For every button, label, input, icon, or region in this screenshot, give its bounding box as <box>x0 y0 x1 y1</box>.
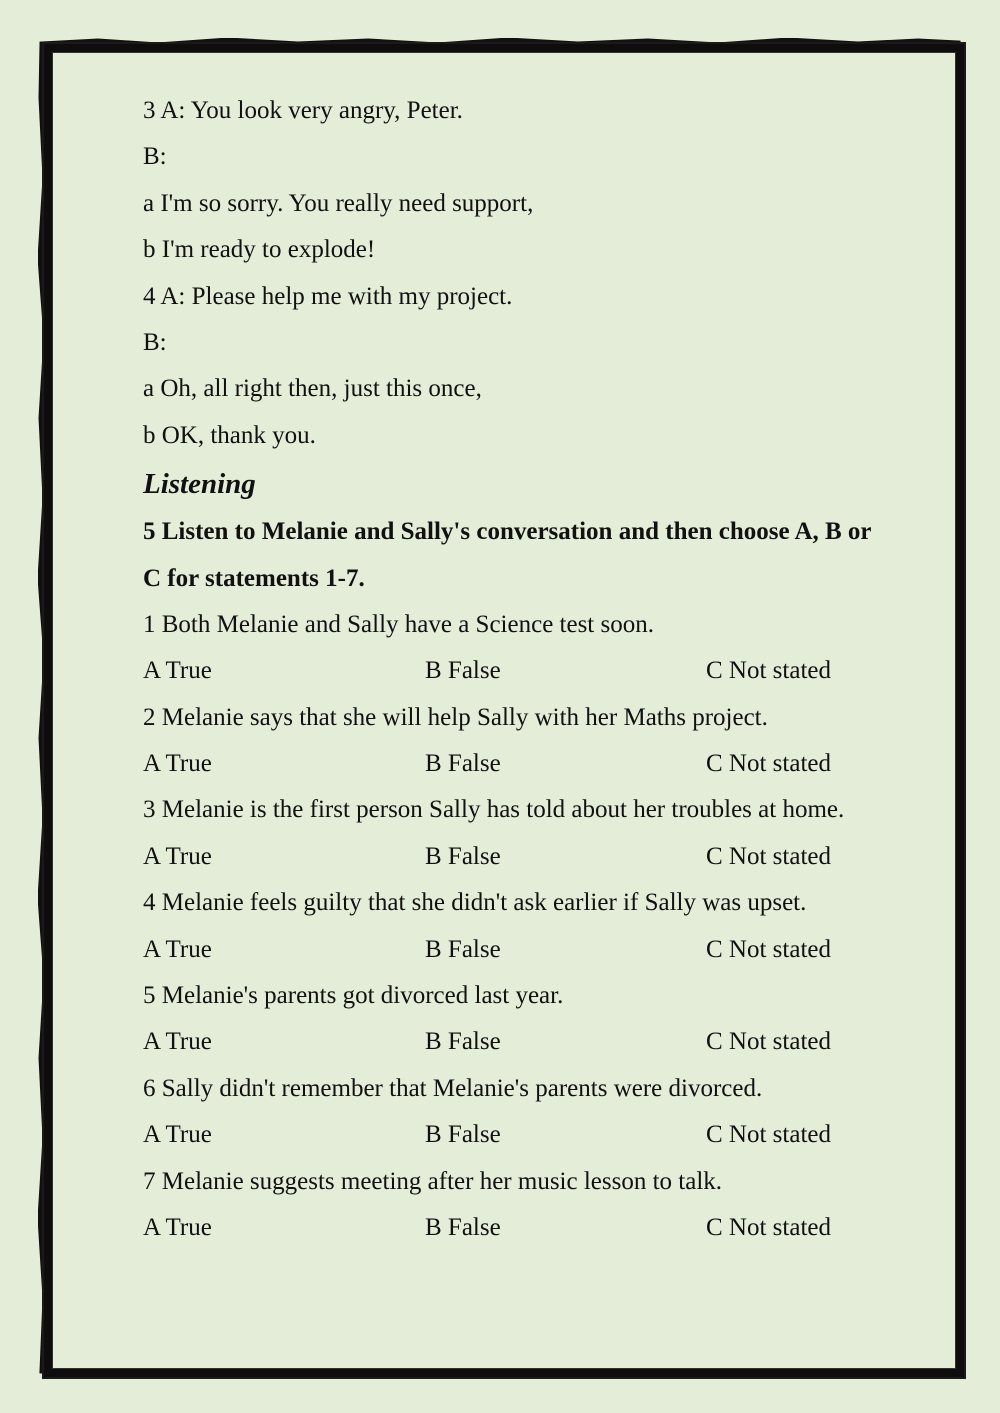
answer-options <box>143 1205 943 1251</box>
question-text: 5 Melanie's parents got divorced last year. <box>143 982 564 1010</box>
option-b[interactable]: B False <box>425 842 501 870</box>
question-text: 1 Both Melanie and Sally have a Science test soon. <box>143 610 654 638</box>
option-b[interactable]: B False <box>425 935 501 963</box>
answer-options <box>143 1112 943 1158</box>
dialogue-line: B: <box>143 143 167 171</box>
question-text: 4 Melanie feels guilty that she didn't ask earlier if Sally was upset. <box>143 889 807 917</box>
question-block <box>143 695 943 788</box>
question-text: 3 Melanie is the first person Sally has told about her troubles at home. <box>143 796 845 824</box>
answer-options <box>143 648 943 694</box>
option-b[interactable]: B False <box>425 1213 501 1241</box>
option-b[interactable]: B False <box>425 1028 501 1056</box>
dialogue-line: 4 A: Please help me with my project. <box>143 282 513 310</box>
question-text: 7 Melanie suggests meeting after her music lesson to talk. <box>143 1167 723 1195</box>
instruction-text: C for statements 1-7. <box>143 564 365 592</box>
question-text: 6 Sally didn't remember that Melanie's parents were divorced. <box>143 1074 763 1102</box>
question-block <box>143 1066 943 1159</box>
option-a[interactable]: A True <box>143 1028 212 1056</box>
option-c[interactable]: C Not stated <box>706 1213 831 1241</box>
question-block <box>143 602 943 695</box>
option-b[interactable]: B False <box>425 657 501 685</box>
option-a[interactable]: A True <box>143 657 212 685</box>
dialogue-line: b OK, thank you. <box>143 421 316 449</box>
dialogue-line: b I'm ready to explode! <box>143 236 376 264</box>
option-c[interactable]: C Not stated <box>706 750 831 778</box>
instruction-text: 5 Listen to Melanie and Sally's conversation and then choose A, B or <box>143 518 872 546</box>
question-text: 2 Melanie says that she will help Sally with her Maths project. <box>143 703 768 731</box>
answer-options <box>143 741 943 787</box>
option-a[interactable]: A True <box>143 935 212 963</box>
option-a[interactable]: A True <box>143 750 212 778</box>
dialogue-line: a I'm so sorry. You really need support, <box>143 189 534 217</box>
dialogue-line: a Oh, all right then, just this once, <box>143 375 482 403</box>
option-b[interactable]: B False <box>425 1121 501 1149</box>
dialogue-line: 3 A: You look very angry, Peter. <box>143 97 463 124</box>
question-block <box>143 880 943 973</box>
option-c[interactable]: C Not stated <box>706 842 831 870</box>
option-c[interactable]: C Not stated <box>706 1028 831 1056</box>
question-block <box>143 973 943 1066</box>
dialogue-line: B: <box>143 328 167 356</box>
option-a[interactable]: A True <box>143 842 212 870</box>
answer-options <box>143 834 943 880</box>
option-a[interactable]: A True <box>143 1213 212 1241</box>
worksheet-content <box>143 88 943 1251</box>
section-title: Listening <box>143 468 256 501</box>
option-c[interactable]: C Not stated <box>706 1121 831 1149</box>
question-block <box>143 787 943 880</box>
answer-options <box>143 927 943 973</box>
option-a[interactable]: A True <box>143 1121 212 1149</box>
option-c[interactable]: C Not stated <box>706 935 831 963</box>
question-block <box>143 1159 943 1252</box>
option-c[interactable]: C Not stated <box>706 657 831 685</box>
answer-options <box>143 1019 943 1065</box>
option-b[interactable]: B False <box>425 750 501 778</box>
